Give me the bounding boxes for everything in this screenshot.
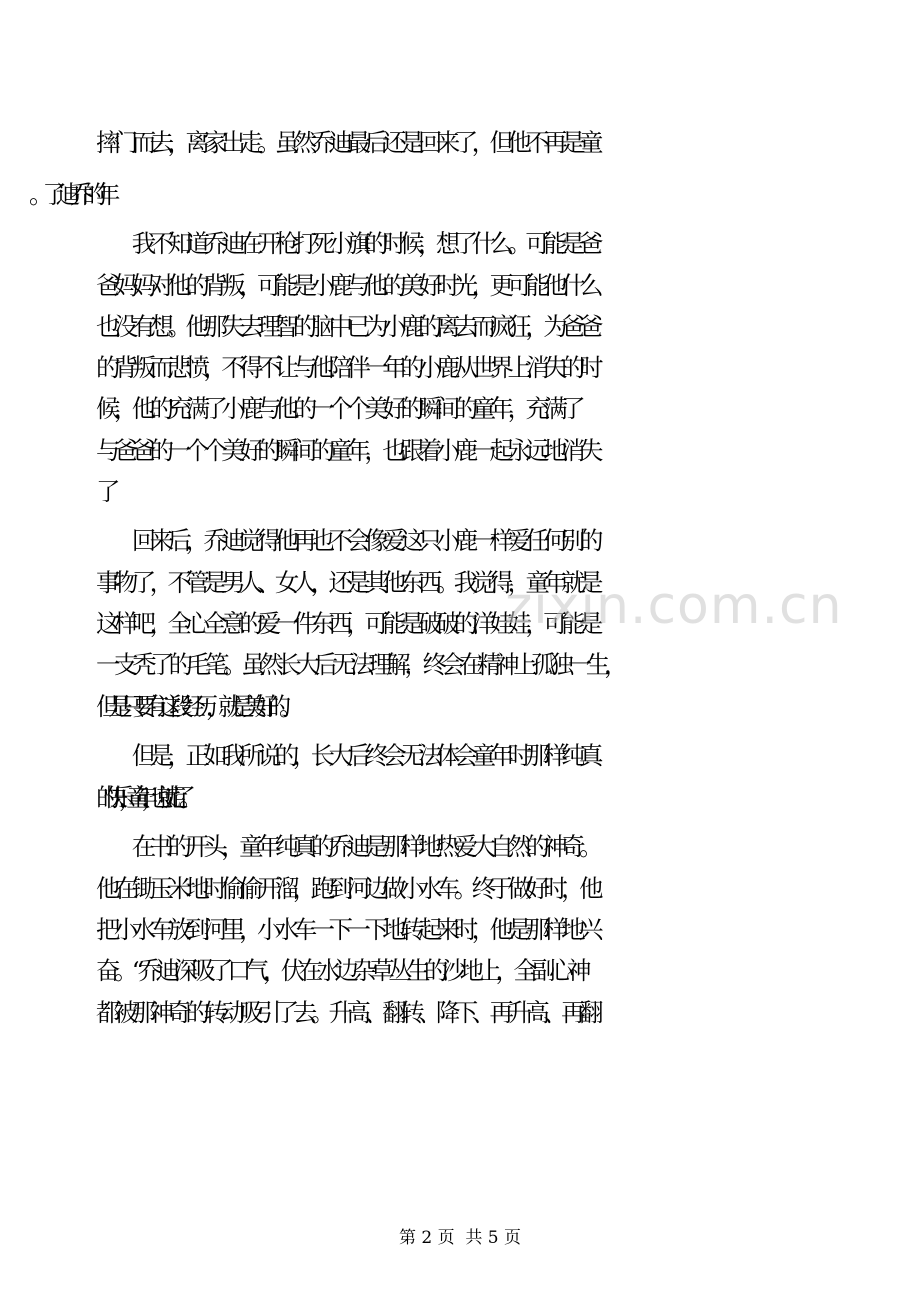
text-line: 一支秃了的毛笔。虽然长大后无法理解，终会在精神上孤独一生，: [96, 650, 623, 679]
text-line: 爸妈妈对他的背叛，可能是小鹿与他的美好时光，更可能他什么: [96, 271, 597, 300]
watermark: zixin.com.cn: [505, 576, 843, 636]
text-line: 但是，正如我所说的，长大后终会无法体会童年时那样纯真: [96, 741, 597, 770]
text-line: 候，他的'充满了小鹿与他的一个个美好的瞬间的童年，充满了: [96, 394, 580, 423]
text-line: 他在锄玉米地时偷偷开溜，跑到河边做小水车。终于做好时，他: [96, 874, 597, 903]
text-line: 在书的开头，童年纯真的乔迪是那样地热爱大自然的神奇。: [96, 832, 597, 861]
text-line: 我不知道乔迪在开枪打死小旗的时候，想了什么。可能是爸: [96, 229, 597, 258]
text-line: 奋。“乔迪深吸了口气，伏在水边杂草丛生的沙地上，全副心神: [96, 956, 585, 985]
text-line: 的快乐，童年，也就走了。: [96, 783, 187, 812]
text-line: 的背叛而悲愤，不得不让与他陪伴一年的小鹿从世界上消失的时: [96, 353, 597, 382]
text-line: 这样吧，全心全意的爱一件东西，可能是破破的洋娃娃，可能是: [96, 609, 597, 638]
text-line: 都被那神奇的转动吸引了去。升高、翻转、降下、再升高、再翻: [96, 998, 597, 1027]
text-line: 也没有想。他那失去理智的脑中已为小鹿的离去而疯狂，为爸爸: [96, 312, 597, 341]
text-line: 与爸爸的一个个美好的瞬间的童年，也跟着小鹿一起永远地消失: [96, 436, 597, 465]
text-line: 但是只要有这段经历，就是美好的。: [96, 692, 292, 721]
page-footer: 第 2 页 共 5 页: [398, 1228, 522, 1248]
text-line: 回来后，乔迪觉得他再也不会像爱这只小鹿一样爱任何别的: [96, 526, 597, 555]
text-line: 事物了，不管是男人、女人，还是其他东西。我觉得，童年就是: [96, 568, 597, 597]
text-line: [96, 175, 920, 215]
text-line: 把小水车放到河里，小水车一下一下地转起来时，他是那样地兴: [96, 915, 597, 944]
text-line: 摔门而去，离家出走。虽然乔迪最后还是回来了，但他不再是童: [96, 128, 597, 157]
text-line: [96, 472, 920, 512]
